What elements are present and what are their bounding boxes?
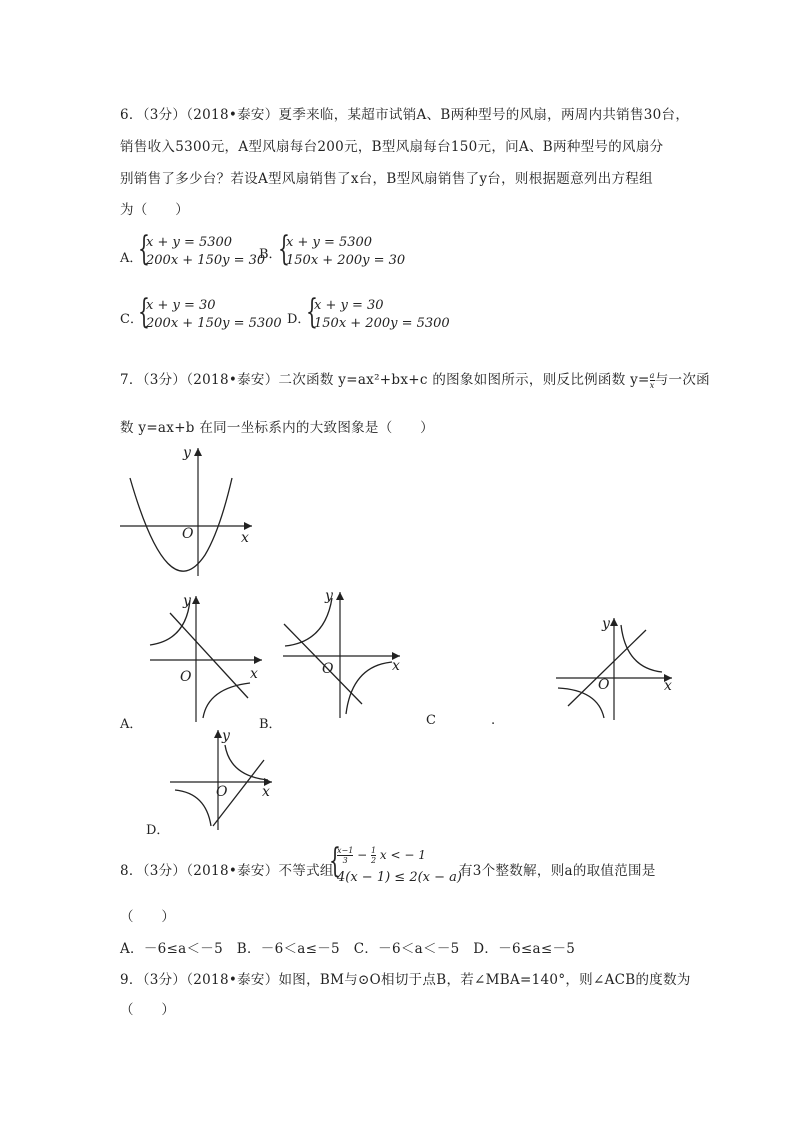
q9-paren: （ ）: [120, 1002, 176, 1018]
svg-text:y: y: [183, 593, 191, 609]
q6-option-a-eq1: x + y = 5300: [146, 235, 233, 250]
q7-option-b-label: B．: [259, 717, 282, 732]
q8-suffix: 有3个整数解，则a的取值范围是: [459, 863, 656, 879]
q6-line-4: 为（ ）: [120, 202, 189, 218]
q6-option-a-label: A．: [120, 251, 143, 266]
q8-inequality-1: $\frac{x-1}{3}$ − $\frac{1}{2}$ x < − 1: [337, 846, 426, 865]
q7-line-1-post: 与一次函: [654, 372, 710, 388]
q6-option-a-brace: {: [138, 229, 150, 269]
q6-option-c-label: C．: [120, 312, 143, 327]
q6-option-d-label: D．: [287, 312, 311, 327]
q6-option-a-eq2: 200x + 150y = 30: [146, 253, 266, 268]
option-b-graph: [283, 588, 400, 718]
q6-line-2: 销售收入5300元，A型风扇每台200元，B型风扇每台150元，问A、B两种型号的风扇分: [120, 139, 664, 155]
svg-text:O: O: [322, 661, 334, 677]
q8-paren: （ ）: [120, 909, 176, 925]
q8-brace: {: [329, 841, 341, 881]
parabola-curve: [130, 478, 232, 571]
parabola-y-label: y: [183, 445, 191, 461]
q6-option-b-label: B．: [259, 247, 282, 262]
q6-option-b-eq2: 150x + 200y = 30: [286, 253, 406, 268]
q8-inequality-2: 4(x − 1) ≤ 2(x − a): [337, 870, 462, 885]
q6-option-d-brace: {: [306, 292, 318, 332]
option-a-hyperbola-lower: [203, 683, 250, 718]
parabola-x-label: x: [241, 530, 249, 546]
svg-text:x: x: [664, 678, 672, 694]
option-b-hyperbola-upper: [285, 598, 332, 646]
option-c-line: [568, 630, 646, 706]
q7-option-a-label: A．: [120, 717, 143, 732]
q7-fraction: $\frac{a}{x}$: [649, 371, 655, 390]
svg-text:y: y: [602, 616, 610, 632]
option-c-graph: [556, 616, 672, 720]
q7-line-1-pre: 7．（3分）（2018•泰安）二次函数 y=ax²+bx+c 的图象如图所示，则反比例函数 y=: [120, 372, 650, 388]
q9-line-1: 9．（3分）（2018•泰安）如图，BM与⊙O相切于点B，若∠MBA=140°，则∠ACB的度数为: [120, 972, 691, 988]
svg-text:O: O: [180, 669, 192, 685]
option-a-line: [170, 613, 248, 698]
parabola-origin-label: O: [182, 526, 194, 542]
q6-option-c-brace: {: [138, 292, 150, 332]
q7-option-c-dot: .: [491, 713, 496, 728]
parabola-axes: [120, 448, 252, 576]
svg-text:O: O: [598, 677, 610, 693]
svg-text:y: y: [325, 588, 333, 604]
q6-option-d-eq1: x + y = 30: [314, 298, 384, 313]
q6-option-c-eq2: 200x + 150y = 5300: [146, 316, 282, 331]
q7-line-2: 数 y=ax+b 在同一坐标系内的大致图象是（ ）: [120, 420, 434, 436]
q7-option-d-label: D．: [146, 823, 170, 838]
option-d-graph: [170, 728, 272, 830]
q7-option-c-label: C: [426, 713, 436, 728]
parabola-x-arrow: [244, 522, 252, 530]
option-b-hyperbola-lower: [346, 662, 392, 714]
q6-line-3: 别销售了多少台？若设A型风扇销售了x台，B型风扇销售了y台，则根据题意列出方程组: [120, 171, 653, 187]
option-d-hyperbola-lower: [175, 790, 211, 826]
q6-option-c-eq1: x + y = 30: [146, 298, 216, 313]
q6-option-b-brace: {: [278, 229, 290, 269]
q6-line-1: 6．（3分）（2018•泰安）夏季来临，某超市试销A、B两种型号的风扇，两周内共销售30台，: [120, 107, 690, 123]
q8-options: A．－6≤a＜－5 B．－6＜a≤－5 C．－6＜a＜－5 D．－6≤a≤－5: [120, 941, 576, 957]
svg-text:x: x: [250, 666, 258, 682]
svg-text:O: O: [216, 784, 228, 800]
option-a-graph: [150, 593, 262, 722]
q8-prefix: 8．（3分）（2018•泰安）不等式组: [120, 863, 334, 879]
q6-option-b-eq1: x + y = 5300: [286, 235, 373, 250]
svg-text:x: x: [262, 784, 270, 800]
svg-text:y: y: [222, 728, 230, 744]
svg-text:x: x: [392, 658, 400, 674]
q6-option-d-eq2: 150x + 200y = 5300: [314, 316, 450, 331]
parabola-y-arrow: [194, 448, 202, 456]
